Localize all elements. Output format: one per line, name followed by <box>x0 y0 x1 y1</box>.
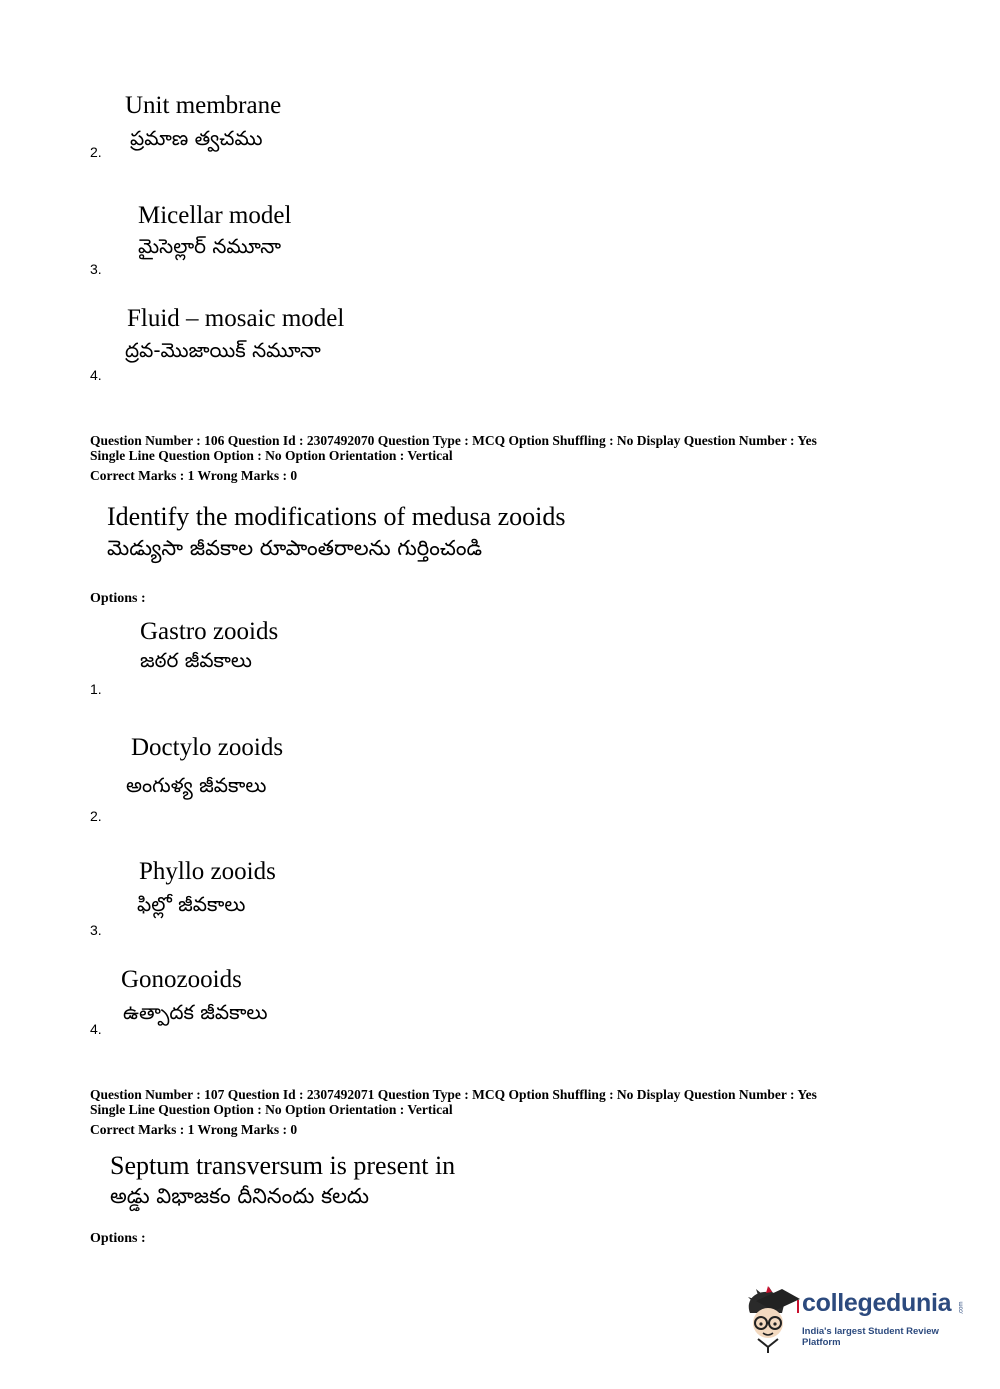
option-4-number: 4. <box>90 367 102 383</box>
mascot-graduation-cap-icon <box>742 1283 802 1353</box>
q106-option-2-number: 2. <box>90 808 102 824</box>
q106-option-4-telugu: ఉత్పాదక జీవకాలు <box>123 1000 268 1024</box>
q106-option-3-english: Phyllo zooids <box>139 858 276 885</box>
q106-option-1-number: 1. <box>90 681 102 697</box>
option-4-english: Fluid – mosaic model <box>127 305 345 332</box>
q106-meta-line2: Single Line Question Option : No Option Orientation : Vertical <box>90 448 453 463</box>
q107-question-english: Septum transversum is present in <box>110 1151 456 1180</box>
q106-option-3-number: 3. <box>90 922 102 938</box>
q107-options-label: Options : <box>90 1231 146 1246</box>
q106-options-label: Options : <box>90 591 146 606</box>
option-3-telugu: మైసెల్లార్ నమూనా <box>138 234 282 258</box>
q106-meta-line1: Question Number : 106 Question Id : 2307492070 Question Type : MCQ Option Shuffling : No Display Question Number : Yes <box>90 433 817 448</box>
logo-tagline: India's largest Student Review Platform <box>802 1326 939 1348</box>
q106-option-2-english: Doctylo zooids <box>131 734 284 761</box>
option-2-telugu: ప్రమాణ త్వచము <box>130 126 263 150</box>
logo-wordmark: collegedunia <box>802 1289 952 1317</box>
q106-option-4-english: Gonozooids <box>121 966 242 993</box>
option-3-english: Micellar model <box>138 202 292 229</box>
q106-option-4-number: 4. <box>90 1021 102 1037</box>
q106-option-1-english: Gastro zooids <box>140 618 279 645</box>
logo-domain-suffix: .com <box>958 1301 965 1315</box>
q107-meta-line3: Correct Marks : 1 Wrong Marks : 0 <box>90 1122 298 1137</box>
q106-meta-line3: Correct Marks : 1 Wrong Marks : 0 <box>90 468 298 483</box>
option-2-english: Unit membrane <box>125 92 282 119</box>
q106-option-2-telugu: అంగుళ్య జీవకాలు <box>126 773 267 797</box>
q106-question-english: Identify the modifications of medusa zooids <box>107 502 566 531</box>
q107-meta-line2: Single Line Question Option : No Option Orientation : Vertical <box>90 1102 453 1117</box>
option-4-telugu: ద్రవ-మొజాయిక్ నమూనా <box>125 338 321 362</box>
q106-question-telugu: మెడ్యుసా జీవకాల రూపాంతరాలను గుర్తించండి <box>107 536 483 560</box>
q106-option-3-telugu: ఫిల్లో జీవకాలు <box>137 892 246 916</box>
collegedunia-logo <box>742 1283 972 1353</box>
option-3-number: 3. <box>90 261 102 277</box>
q107-question-telugu: అడ్డు విభాజకం దీనినందు కలదు <box>110 1184 370 1208</box>
q106-option-1-telugu: జఠర జీవకాలు <box>140 648 252 672</box>
option-2-number: 2. <box>90 144 102 160</box>
q107-meta-line1: Question Number : 107 Question Id : 2307492071 Question Type : MCQ Option Shuffling : No Display Question Number : Yes <box>90 1087 817 1102</box>
